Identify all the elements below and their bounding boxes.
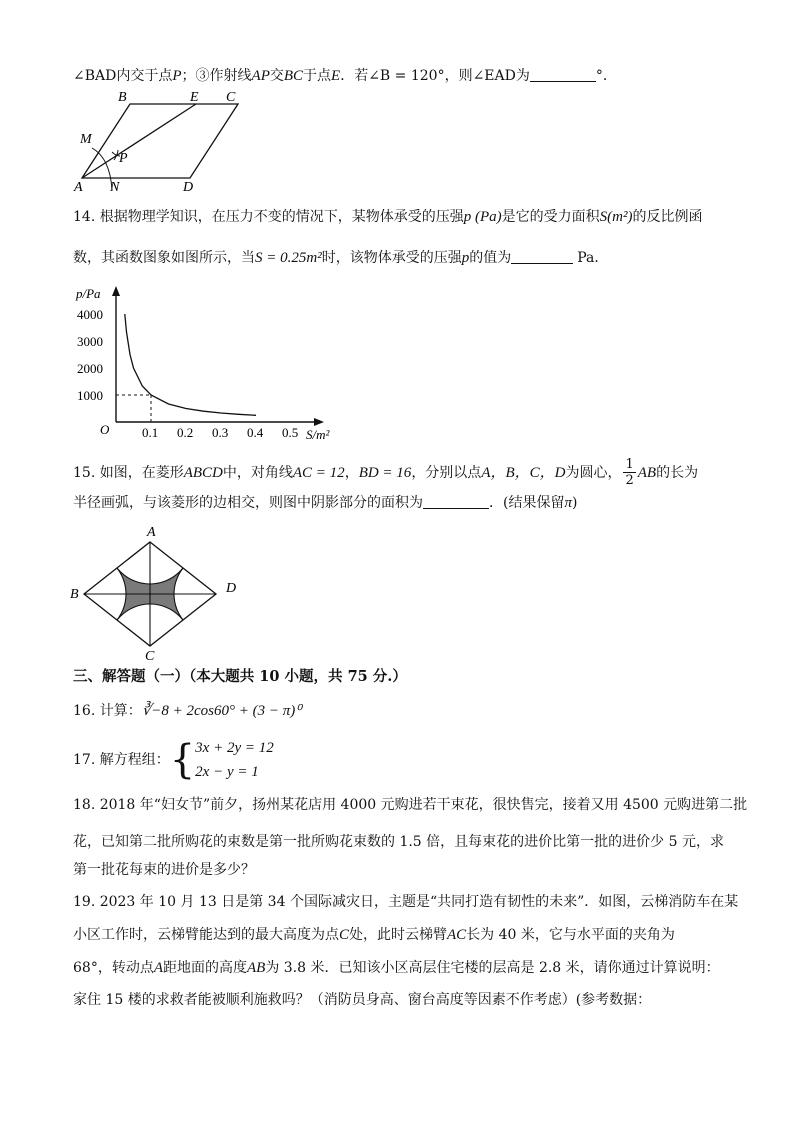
rhombus-label-b: B <box>70 587 79 602</box>
label-d: D <box>183 180 194 195</box>
q14-text-e: 时，该物体承受的压强 <box>321 250 462 266</box>
q13-text-pre: ∠BAD内交于点 <box>73 68 173 84</box>
q13-point-e: E <box>331 68 341 84</box>
q17-equation-2: 2x − y = 1 <box>195 764 259 780</box>
q14-line2 <box>73 248 608 268</box>
rhombus-label-d: D <box>226 581 237 596</box>
x-tick-label: 0.4 <box>247 425 264 440</box>
q14-unit: Pa． <box>577 250 609 266</box>
x-tick-label: 0.1 <box>142 425 159 440</box>
parallelogram-abcd <box>82 104 238 178</box>
chart-marked-point-guides <box>116 395 151 422</box>
q19-text-a: 小区工作时，云梯臂能达到的最大高度为点 <box>73 927 339 943</box>
q17-system <box>195 736 274 784</box>
rhombus-label-a: A <box>147 525 156 540</box>
q15-answer-blank[interactable] <box>423 494 489 509</box>
q15-text-e: 为圆心， <box>565 464 622 481</box>
q13-point-p: P <box>172 68 182 84</box>
q15-text-h: ．(结果保留 <box>489 495 565 511</box>
y-axis-label: p/Pa <box>76 286 101 301</box>
q15-text-f: 的长为 <box>656 464 699 481</box>
x-axis-arrow <box>314 418 324 426</box>
q13-text-mid3: 于点 <box>303 68 332 84</box>
q14-text-f: 的值为 <box>469 250 512 266</box>
x-tick-label: 0.2 <box>177 425 194 440</box>
q14-text-c: 的反比例函 <box>632 209 703 225</box>
q14-answer-blank[interactable] <box>511 249 573 264</box>
q16-label: 16. 计算： <box>73 703 142 719</box>
q17-brace: { <box>169 737 196 783</box>
q14-var-s: S(m²) <box>599 209 633 225</box>
q13-text-line <box>73 66 617 86</box>
q13-text-mid1: ；③作射线 <box>181 68 252 84</box>
origin-label: O <box>100 422 110 437</box>
q13-text-end: °． <box>595 68 617 84</box>
q13-text-mid2: 交 <box>269 68 284 84</box>
q14-var-p: p (Pa) <box>463 209 502 225</box>
q19-text-c: 长为 40 米，它与水平面的夹角为 <box>466 927 675 943</box>
q19-text-e: 距地面的高度 <box>163 960 247 976</box>
q14-text-a: 14. 根据物理学知识，在压力不变的情况下，某物体承受的压强 <box>73 209 464 225</box>
q19-text-f: 为 3.8 米．已知该小区高层住宅楼的层高是 2.8 米，请你通过计算说明： <box>265 960 720 976</box>
q15-text-d: ，分别以点 <box>411 464 482 481</box>
q19-point-c: C <box>339 927 350 943</box>
q19-line3 <box>73 958 720 978</box>
q17-label: 17. 解方程组： <box>73 752 170 768</box>
reciprocal-curve <box>125 314 256 415</box>
y-tick-label: 4000 <box>77 307 103 322</box>
x-axis-label: S/m² <box>306 427 330 442</box>
label-b: B <box>118 90 127 105</box>
q15-text-a: 15. 如图，在菱形 <box>73 464 184 481</box>
q15-line1 <box>73 457 698 488</box>
q14-line1 <box>73 207 702 227</box>
chart-ticks <box>77 307 298 440</box>
y-axis-arrow <box>112 286 120 296</box>
label-a: A <box>74 180 83 195</box>
label-p: P <box>119 151 128 166</box>
label-c: C <box>226 90 236 105</box>
q19-text-b: 处，此时云梯臂 <box>349 927 448 943</box>
q15-line2 <box>73 493 577 513</box>
q15-diag-ac: AC = 12 <box>292 464 345 481</box>
q14-var-p2: p <box>461 250 470 266</box>
q19-text-d: 68°，转动点 <box>73 960 154 976</box>
q15-rhombus-name: ABCD <box>183 464 223 481</box>
q19-arm-ac: AC <box>447 927 467 943</box>
label-n: N <box>110 180 120 195</box>
q15-text-g: 半径画弧，与该菱形的边相交，则图中阴影部分的面积为 <box>73 495 423 511</box>
y-tick-label: 1000 <box>77 388 103 403</box>
q17-line <box>73 736 274 784</box>
q18-line1: 18. 2018 年“妇女节”前夕，扬州某花店用 4000 元购进若干束花，很快售完，接着又用 4500 元购进第二批 <box>73 797 748 813</box>
q15-rhombus-figure <box>70 522 250 662</box>
q15-fraction-half <box>623 457 635 488</box>
q15-frac-den: 2 <box>625 473 634 488</box>
q15-points: A，B，C，D <box>481 464 566 481</box>
q16-line <box>73 701 301 721</box>
x-tick-label: 0.3 <box>212 425 229 440</box>
q13-parallelogram-figure <box>70 90 250 195</box>
q15-text-b: 中，对角线 <box>222 464 293 481</box>
q16-expression: ∛−8 + 2cos60° + (3 − π)⁰ <box>141 703 302 719</box>
q19-point-a: A <box>153 960 163 976</box>
q19-line4: 家住 15 楼的求救者能被顺利施救吗？（消防员身高、窗台高度等因素不作考虑）(参考数据： <box>73 992 652 1008</box>
rhombus-label-c: C <box>145 649 155 662</box>
x-tick-label: 0.5 <box>282 425 299 440</box>
q18-line3: 第一批花每束的进价是多少？ <box>73 862 255 878</box>
q19-line1: 19. 2023 年 10 月 13 日是第 34 个国际减灾日，主题是“共同打造有韧性的未来”．如图，云梯消防车在某 <box>73 894 739 910</box>
q14-text-d: 数，其函数图象如图所示，当 <box>73 250 255 266</box>
y-tick-label: 3000 <box>77 334 103 349</box>
q14-text-b: 是它的受力面积 <box>501 209 600 225</box>
label-e: E <box>190 90 199 105</box>
q15-pi: π <box>564 495 572 511</box>
q15-diag-bd: BD = 16 <box>358 464 412 481</box>
q15-text-i: ) <box>571 495 578 511</box>
q14-pressure-area-chart <box>70 282 340 442</box>
q15-text-c: ， <box>344 464 359 481</box>
y-tick-label: 2000 <box>77 361 103 376</box>
q18-line2: 花，已知第二批所购花的束数是第一批所购花束数的 1.5 倍，且每束花的进价比第一批的进价少 5 元，求 <box>73 834 724 850</box>
q17-equation-1: 3x + 2y = 12 <box>195 740 274 756</box>
q15-frac-num: 1 <box>625 457 634 472</box>
q13-ray-ap: AP <box>251 68 270 84</box>
q15-side-ab: AB <box>637 464 657 481</box>
q13-segment-bc: BC <box>283 68 304 84</box>
q14-cond-s: S = 0.25m² <box>255 250 322 266</box>
section-3-heading: 三、解答题（一）（本大题共 10 小题，共 75 分.） <box>73 668 407 685</box>
q13-text-mid4: ．若∠B = 120°，则∠EAD为 <box>340 68 530 84</box>
q19-line2 <box>73 925 675 945</box>
q19-height-ab: AB <box>247 960 266 976</box>
ray-ae <box>82 104 196 178</box>
q13-answer-blank[interactable] <box>530 67 596 82</box>
label-m: M <box>80 132 92 147</box>
